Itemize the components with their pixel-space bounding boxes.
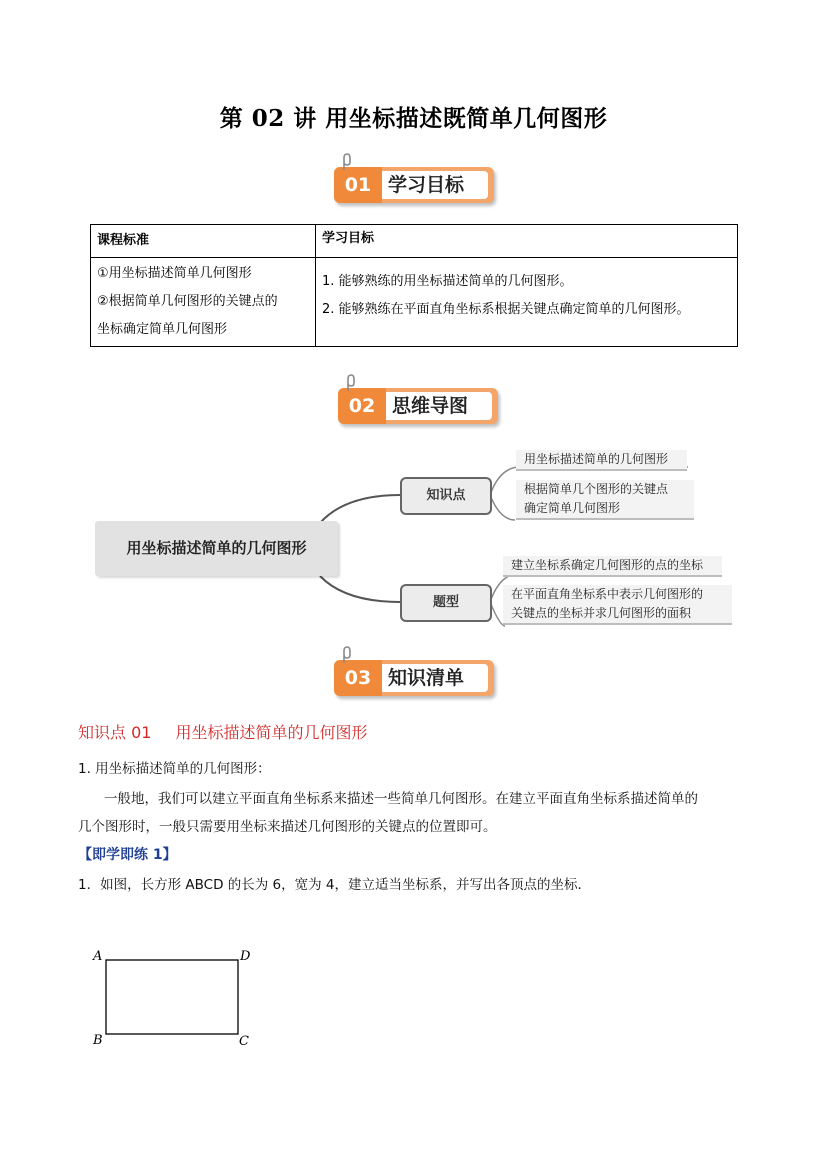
badge-number: 01 [334,167,382,203]
objectives-cell [316,258,738,347]
paragraph-line: 几个图形时，一般只需要用坐标来描述几何图形的关键点的位置即可。 [78,819,497,835]
mindmap-leaf: 根据简单几个图形的关键点 确定简单几何图形 [516,480,694,520]
paperclip-icon [336,646,352,664]
standard-line: ①用坐标描述简单几何图形 [97,266,252,281]
vertex-label-b: B [93,1033,103,1048]
section-badge-mindmap [338,374,508,422]
knowledge-heading-text: 用坐标描述简单的几何图形 [175,723,368,742]
vertex-label-c: C [239,1034,249,1049]
paragraph-line: 一般地，我们可以建立平面直角坐标系来描述一些简单几何图形。在建立平面直角坐标系描述简单的 [104,791,698,807]
knowledge-item: 1. 用坐标描述简单的几何图形： [78,761,271,777]
objective-line: 2. 能够熟练在平面直角坐标系根据关键点确定简单的几何图形。 [322,302,690,317]
vertex-label-d: D [240,949,251,964]
header-standards: 课程标准 [91,225,316,258]
rectangle-abcd [106,960,238,1034]
badge-number: 02 [338,388,386,424]
mindmap-branch-types: 题型 [400,584,492,622]
badge-label: 学习目标 [388,174,465,196]
knowledge-heading [78,720,391,743]
question-text: 1．如图，长方形 ABCD 的长为 6，宽为 4，建立适当坐标系，并写出各顶点的坐标． [78,877,592,893]
standards-cell [91,258,316,347]
standard-line: ②根据简单几何图形的关键点的 [97,294,278,309]
page-title: 第 02 讲 用坐标描述既简单几何图形 [219,105,608,132]
mindmap-root: 用坐标描述简单的几何图形 [95,521,338,576]
mindmap-leaf: 在平面直角坐标系中表示几何图形的 关键点的坐标并求几何图形的面积 [503,585,732,625]
paperclip-icon [340,374,356,392]
badge-number: 03 [334,660,382,696]
badge-label: 知识清单 [388,667,465,689]
mindmap-leaf: 建立坐标系确定几何图形的点的坐标 [503,556,722,577]
standard-line: 坐标确定简单几何图形 [97,322,228,337]
rectangle-figure [88,945,268,1050]
section-badge-goals [334,153,504,201]
knowledge-heading-number: 知识点 01 [78,723,152,742]
section-badge-knowledge [334,646,504,694]
mindmap-leaf: 用坐标描述简单的几何图形 [516,450,687,471]
vertex-label-a: A [93,949,103,964]
mindmap-branch-knowledge: 知识点 [400,477,492,515]
badge-label: 思维导图 [392,395,469,417]
practice-label: 【即学即练 1】 [78,847,177,863]
header-objectives: 学习目标 [316,225,738,258]
paperclip-icon [336,153,352,171]
goals-table [90,224,738,347]
objective-line: 1. 能够熟练的用坐标描述简单的几何图形。 [322,274,573,289]
